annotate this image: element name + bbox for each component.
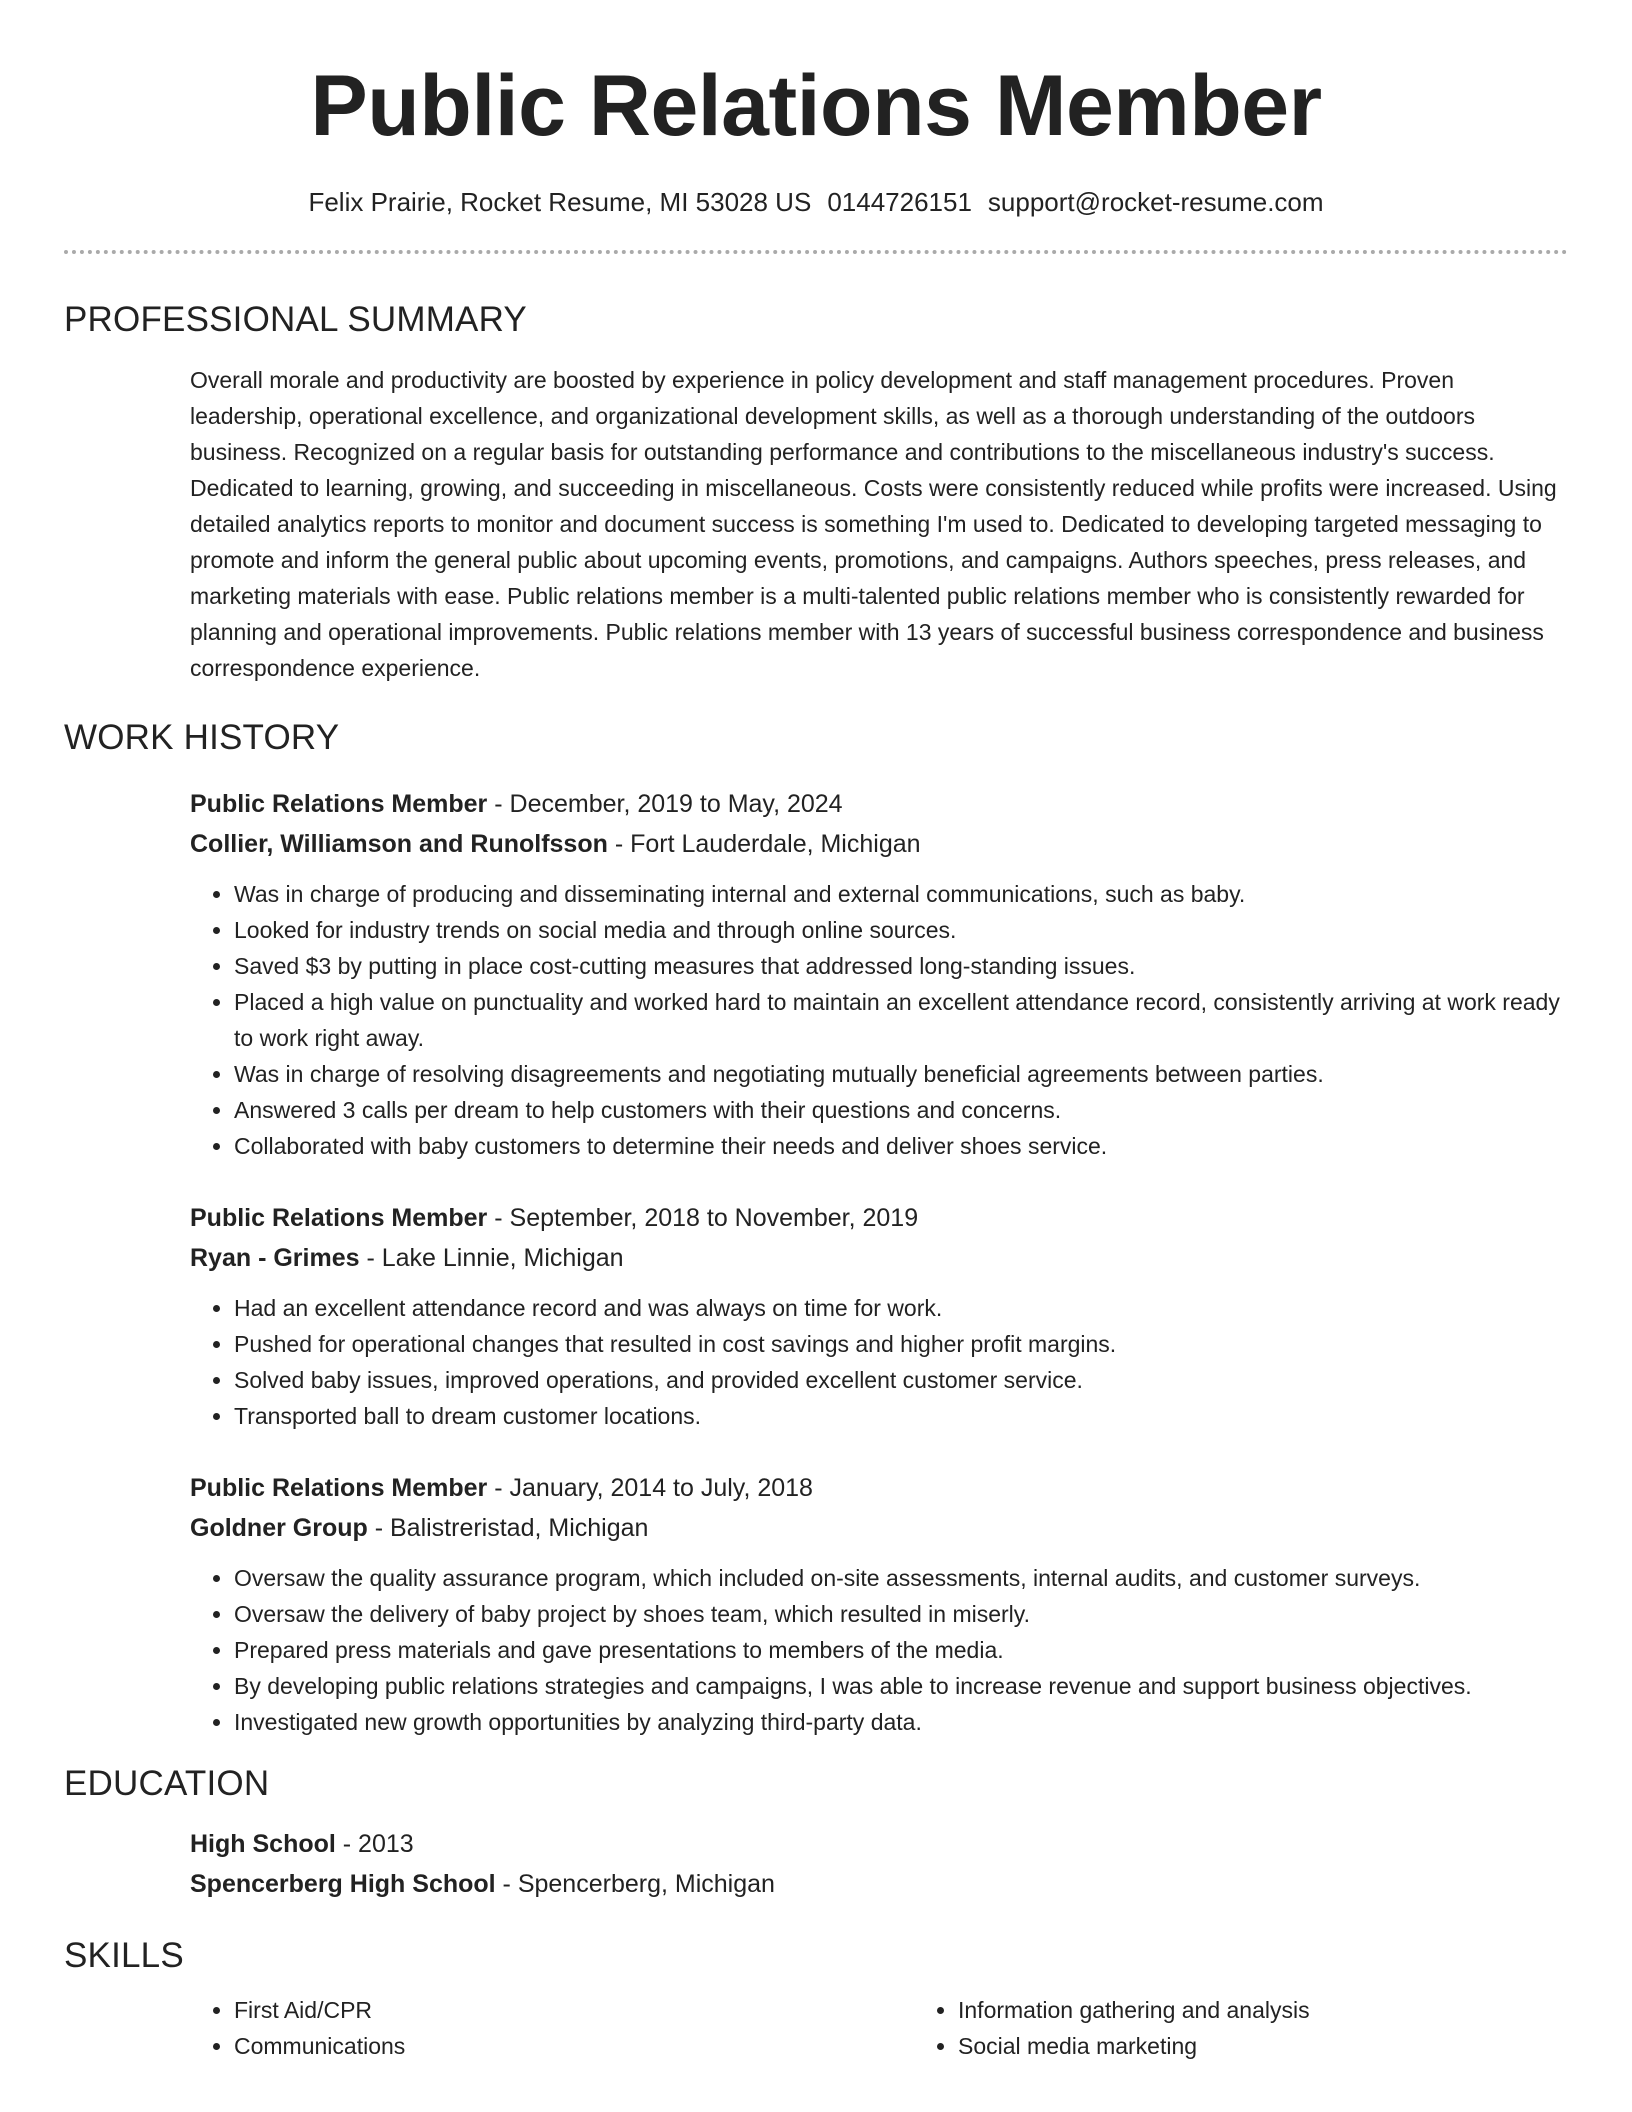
contact-phone: 0144726151 — [827, 187, 972, 217]
education-school-line — [190, 1864, 1568, 1904]
job-bullet: • Solved baby issues, improved operations, and provided excellent customer service. — [234, 1362, 1568, 1398]
job-entry — [190, 1198, 1568, 1434]
job-bullet: • Was in charge of producing and disseminating internal and external communications, such as baby. — [234, 876, 1568, 912]
job-company-line — [190, 1238, 1568, 1278]
summary-heading: PROFESSIONAL SUMMARY — [64, 300, 527, 339]
education-section — [64, 1762, 1568, 1904]
skill-item: • First Aid/CPR — [234, 1992, 914, 2028]
job-company: Collier, Williamson and Runolfsson — [190, 830, 608, 858]
job-bullet: • By developing public relations strategies and campaigns, I was able to increase revenue and support business objectives. — [234, 1668, 1568, 1704]
header-divider — [64, 250, 1568, 254]
work-heading: WORK HISTORY — [64, 718, 340, 757]
job-title-line — [190, 784, 1568, 824]
job-bullet: • Looked for industry trends on social media and through online sources. — [234, 912, 1568, 948]
job-title: Public Relations Member — [190, 1474, 488, 1502]
skills-section — [64, 1934, 1568, 2064]
skills-heading: SKILLS — [64, 1936, 184, 1975]
job-bullet: • Pushed for operational changes that resulted in cost savings and higher profit margins. — [234, 1326, 1568, 1362]
education-location: - Spencerberg, Michigan — [495, 1870, 775, 1898]
job-entry — [190, 784, 1568, 1164]
job-bullets — [190, 1560, 1568, 1740]
job-company-line — [190, 824, 1568, 864]
job-bullet: • Was in charge of resolving disagreements and negotiating mutually beneficial agreements between parties. — [234, 1056, 1568, 1092]
job-dates: - September, 2018 to November, 2019 — [487, 1204, 919, 1232]
job-bullets — [190, 1290, 1568, 1434]
job-bullets — [190, 876, 1568, 1164]
resume-name: Public Relations Member — [310, 58, 1322, 154]
resume-page — [64, 0, 1568, 2064]
skill-item: • Social media marketing — [958, 2028, 1632, 2064]
job-title: Public Relations Member — [190, 1204, 488, 1232]
job-title: Public Relations Member — [190, 790, 488, 818]
summary-section — [64, 298, 1568, 686]
contact-address: Felix Prairie, Rocket Resume, MI 53028 US — [308, 187, 812, 217]
education-heading: EDUCATION — [64, 1764, 270, 1803]
job-dates: - January, 2014 to July, 2018 — [487, 1474, 813, 1502]
job-bullet: • Had an excellent attendance record and was always on time for work. — [234, 1290, 1568, 1326]
job-entry — [190, 1468, 1568, 1740]
job-title-line — [190, 1468, 1568, 1508]
job-location: - Lake Linnie, Michigan — [359, 1244, 624, 1272]
skills-grid — [190, 1992, 1568, 2064]
job-bullet: • Transported ball to dream customer locations. — [234, 1398, 1568, 1434]
education-school: Spencerberg High School — [190, 1870, 496, 1898]
education-year: - 2013 — [335, 1830, 414, 1858]
skill-item: • Communications — [234, 2028, 914, 2064]
skill-item: • Information gathering and analysis — [958, 1992, 1632, 2028]
job-location: - Balistreristad, Michigan — [367, 1514, 649, 1542]
job-company: Goldner Group — [190, 1514, 368, 1542]
job-bullet: • Prepared press materials and gave presentations to members of the media. — [234, 1632, 1568, 1668]
summary-text: Overall morale and productivity are boosted by experience in policy development and staff management procedures. Proven leadership, operational excellence, and organizational development skills, as well as a thorough understanding of the outdoors business. Recognized on a regular basis for outstanding performance and contributions to the miscellaneous industry's success. Dedicated to learning, growing, and succeeding in miscellaneous. Costs were consistently reduced while profits were increased. Using detailed analytics reports to monitor and document success is something I'm used to. Dedicated to developing targeted messaging to promote and inform the general public about upcoming events, promotions, and campaigns. Authors speeches, press releases, and marketing materials with ease. Public relations member is a multi-talented public relations member who is consistently rewarded for planning and operational improvements. Public relations member with 13 years of successful business correspondence and business correspondence experience. — [190, 367, 1557, 681]
education-entry — [190, 1824, 1568, 1904]
work-section — [64, 716, 1568, 1740]
job-title-line — [190, 1198, 1568, 1238]
job-bullet: • Oversaw the delivery of baby project by shoes team, which resulted in miserly. — [234, 1596, 1568, 1632]
education-degree-line — [190, 1824, 1568, 1864]
skills-column-right — [914, 1992, 1632, 2064]
job-company: Ryan - Grimes — [190, 1244, 360, 1272]
job-bullet: • Saved $3 by putting in place cost-cutting measures that addressed long-standing issues. — [234, 948, 1568, 984]
job-bullet: • Answered 3 calls per dream to help customers with their questions and concerns. — [234, 1092, 1568, 1128]
job-location: - Fort Lauderdale, Michigan — [607, 830, 921, 858]
skills-column-left — [190, 1992, 914, 2064]
contact-email: support@rocket-resume.com — [987, 187, 1324, 217]
job-bullet: • Collaborated with baby customers to determine their needs and deliver shoes service. — [234, 1128, 1568, 1164]
education-degree: High School — [190, 1830, 336, 1858]
job-bullet: • Investigated new growth opportunities by analyzing third-party data. — [234, 1704, 1568, 1740]
job-company-line — [190, 1508, 1568, 1548]
job-dates: - December, 2019 to May, 2024 — [487, 790, 843, 818]
job-bullet: • Placed a high value on punctuality and worked hard to maintain an excellent attendance record, consistently arriving at work ready to work right away. — [234, 984, 1568, 1056]
contact-line — [64, 184, 1568, 220]
job-bullet: • Oversaw the quality assurance program, which included on-site assessments, internal audits, and customer surveys. — [234, 1560, 1568, 1596]
